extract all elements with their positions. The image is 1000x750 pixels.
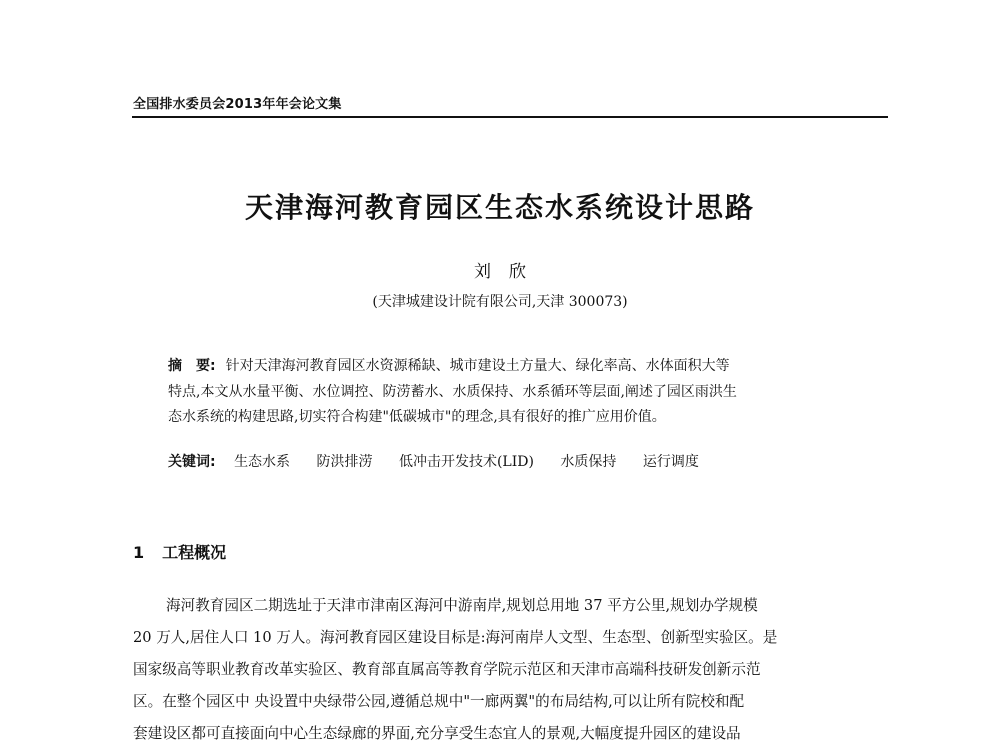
running-head: 全国排水委员会2013年年会论文集 bbox=[133, 97, 342, 112]
abstract-line: 态水系统的构建思路,切实符合构建"低碳城市"的理念,具有很好的推广应用价值。 bbox=[168, 409, 666, 425]
abstract-label: 摘 要: bbox=[168, 358, 216, 374]
body-text bbox=[133, 590, 889, 750]
abstract-text: 针对天津海河教育园区水资源稀缺、城市建设土方量大、绿化率高、水体面积大等 bbox=[225, 358, 730, 374]
keywords bbox=[168, 451, 860, 471]
author-affiliation: (天津城建设计院有限公司,天津 300073) bbox=[372, 294, 628, 310]
body-line: 区。在整个园区中 央设置中央绿带公园,遵循总规中"一廊两翼"的布局结构,可以让所有院校和配 bbox=[133, 693, 745, 710]
abstract-line bbox=[168, 354, 860, 380]
body-line: 20 万人,居住人口 10 万人。海河教育园区建设目标是:海河南岸人文型、生态型、创新型实验区。是 bbox=[133, 629, 778, 646]
section-number: 1 bbox=[133, 543, 145, 562]
keyword-item: 生态水系 bbox=[234, 454, 291, 470]
keyword-item: 运行调度 bbox=[642, 454, 699, 470]
abstract-line: 特点,本文从水量平衡、水位调控、防涝蓄水、水质保持、水系循环等层面,阐述了园区雨洪生 bbox=[168, 383, 737, 400]
body-line: 套建设区都可直接面向中心生态绿廊的界面,充分享受生态宜人的景观,大幅度提升园区的建设品 bbox=[133, 725, 741, 742]
header-rule bbox=[132, 116, 888, 118]
section-title: 工程概况 bbox=[162, 543, 227, 562]
keyword-item: 低冲击开发技术(LID) bbox=[398, 454, 534, 470]
abstract bbox=[168, 354, 860, 431]
author-name: 刘欣 bbox=[474, 262, 544, 282]
body-line: 海河教育园区二期选址于天津市津南区海河中游南岸,规划总用地 37 平方公里,规划办学规模 bbox=[166, 597, 758, 614]
keyword-item: 防洪排涝 bbox=[316, 454, 373, 470]
keyword-item: 水质保持 bbox=[560, 454, 617, 470]
paper-title: 天津海河教育园区生态水系统设计思路 bbox=[244, 191, 755, 224]
keywords-label: 关键词: bbox=[168, 454, 216, 470]
section-heading bbox=[133, 540, 226, 563]
body-line: 国家级高等职业教育改革实验区、教育部直属高等教育学院示范区和天津市高端科技研发创新示范 bbox=[133, 661, 761, 678]
